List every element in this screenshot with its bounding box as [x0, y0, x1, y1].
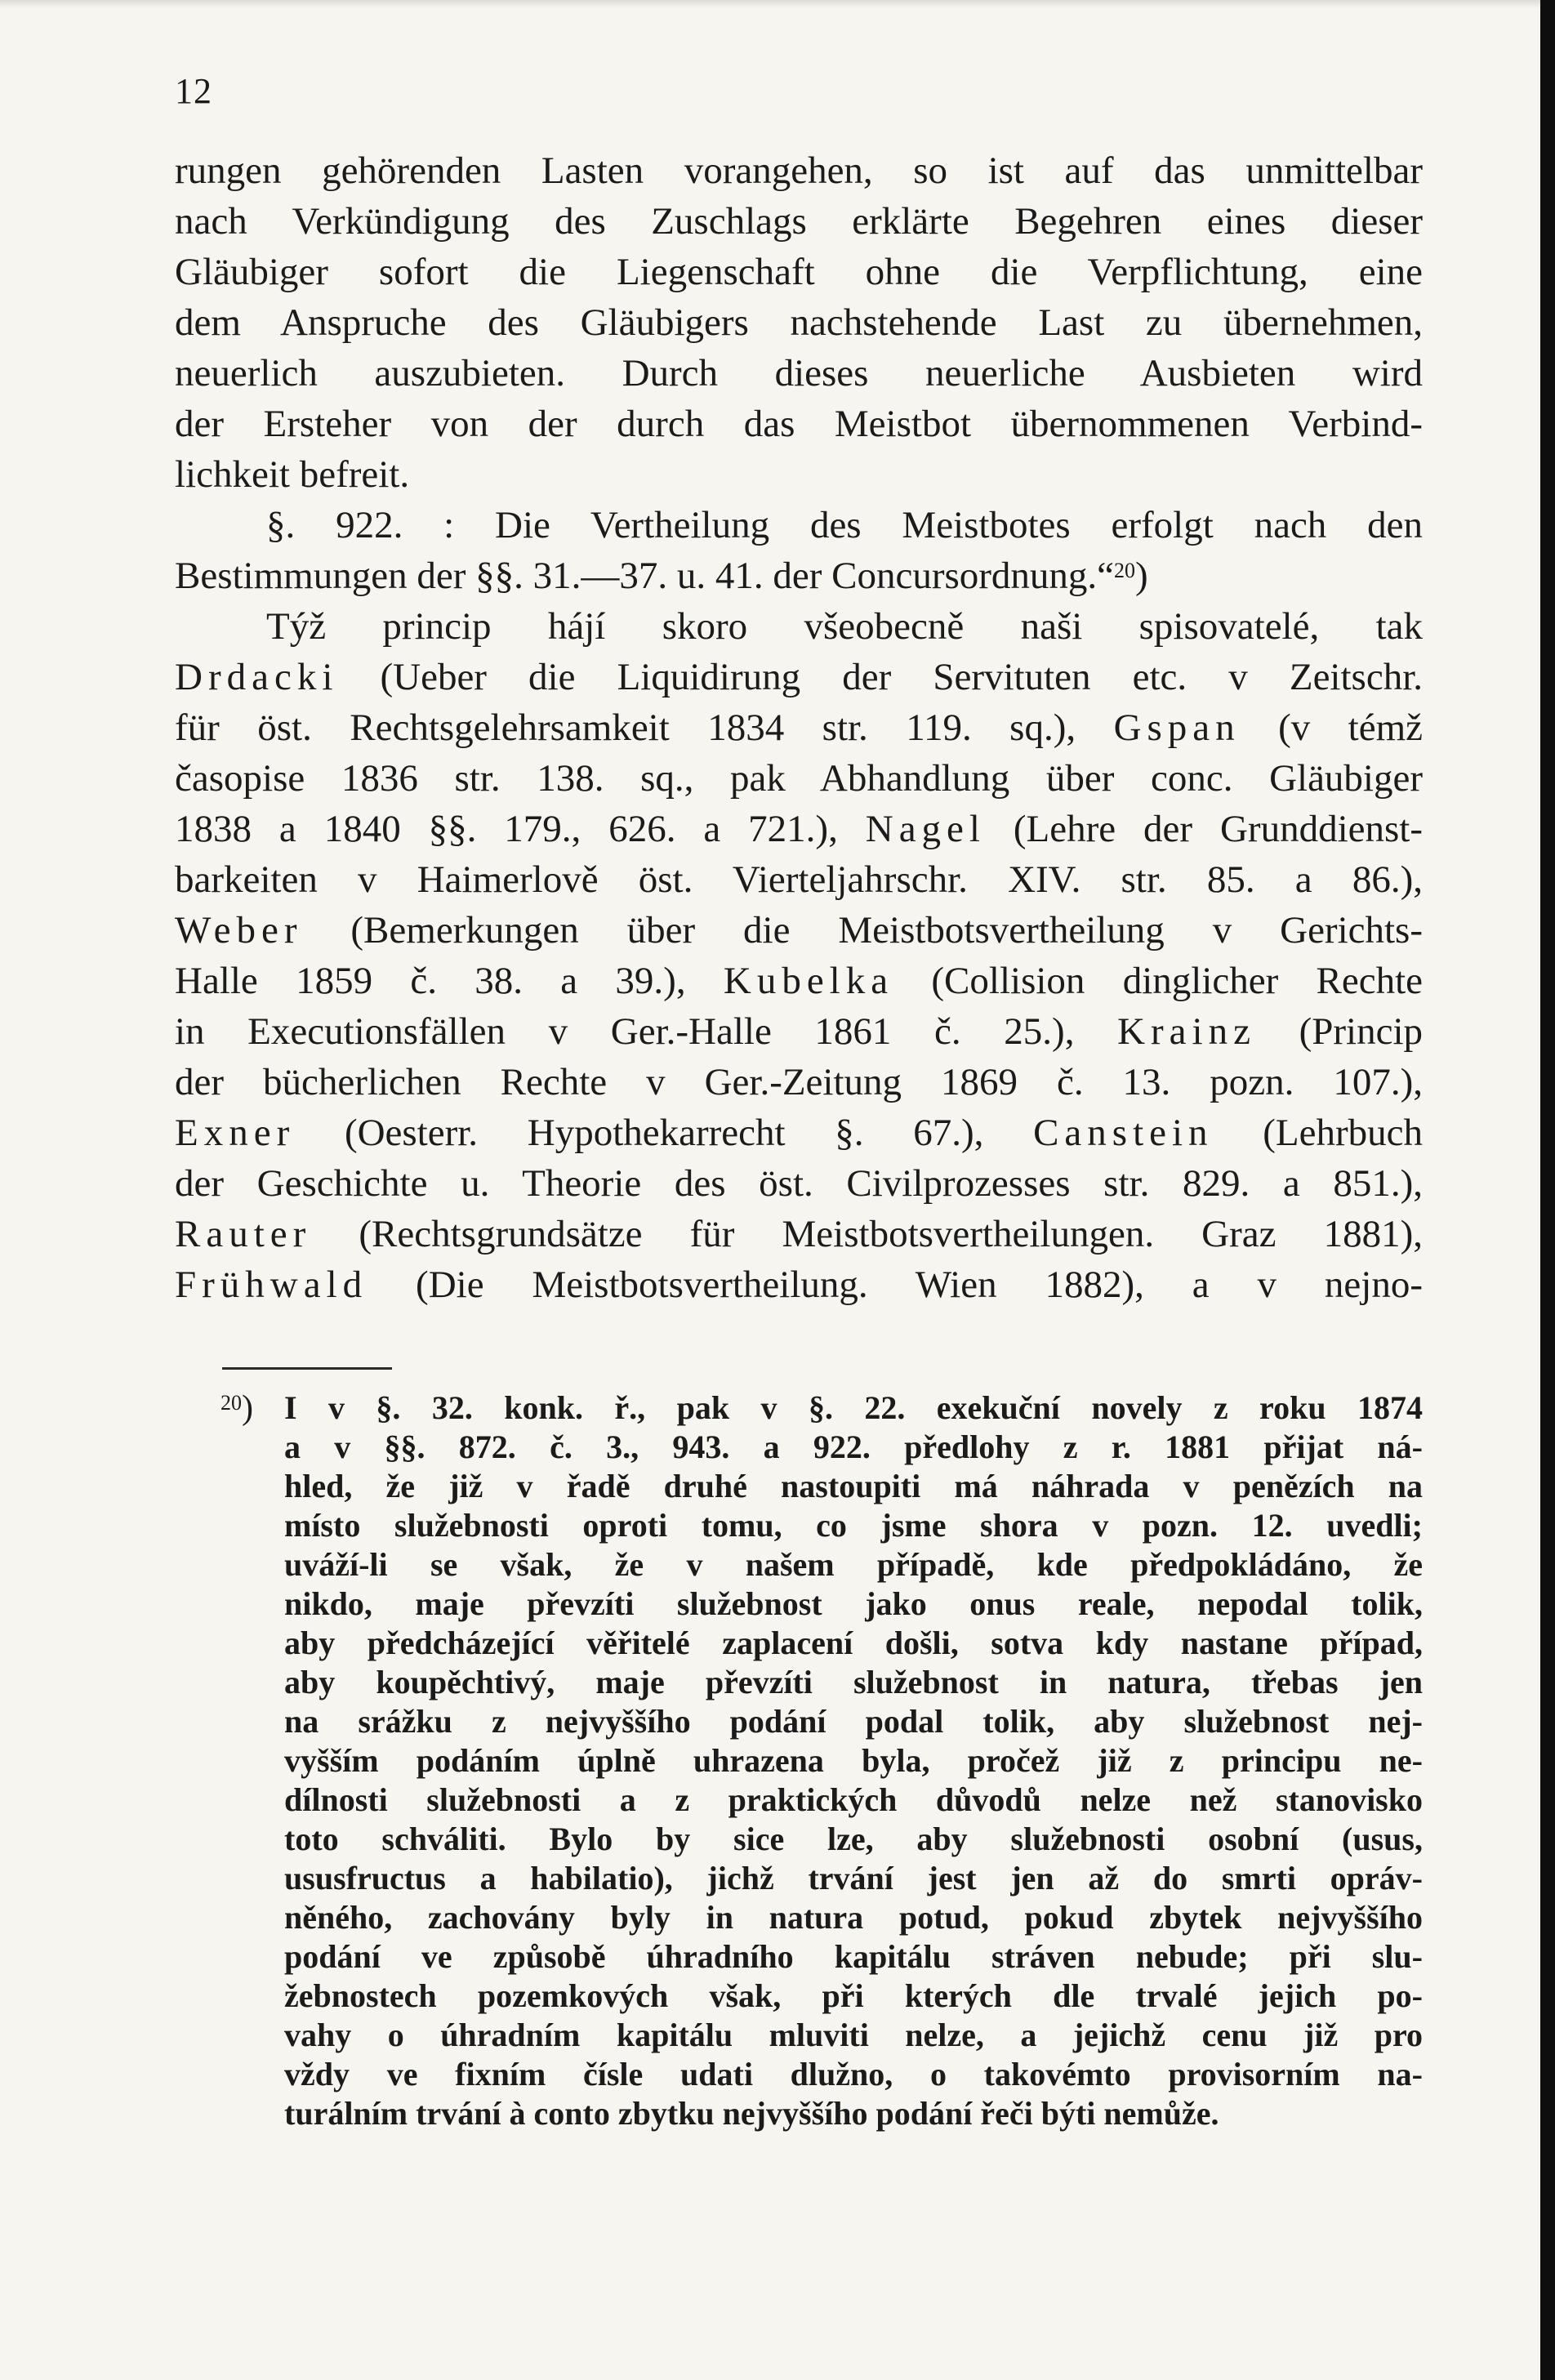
- text-segment: für öst. Rechtsgelehrsamkeit 1834 str. 119. sq.),: [175, 706, 1076, 749]
- text-line: [175, 1006, 1423, 1057]
- text-line: [175, 652, 1423, 702]
- text-line: [175, 1108, 1423, 1158]
- footnote-line: hled, že již v řadě druhé nastoupiti má náhrada v penězích na: [284, 1468, 1423, 1504]
- author-name: Canstein: [1033, 1112, 1214, 1154]
- text-line: der bücherlichen Rechte v Ger.-Zeitung 1869 č. 13. pozn. 107.),: [175, 1061, 1423, 1103]
- footnote-line: aby předcházející věřitelé zaplacení došli, sotva kdy nastane případ,: [284, 1625, 1423, 1661]
- footnote-line: dílnosti služebnosti a z praktických důvodů nelze než stanovisko: [284, 1781, 1423, 1818]
- footnote-number-close: ): [242, 1389, 253, 1427]
- text-line: [175, 550, 1423, 601]
- main-text: [175, 145, 1423, 1310]
- text-line: dem Anspruche des Gläubigers nachstehende Last zu übernehmen,: [175, 301, 1423, 344]
- footnote-number: 20: [221, 1391, 242, 1415]
- footnote-line: vahy o úhradním kapitálu mluviti nelze, a jejichž cenu již pro: [284, 2017, 1423, 2053]
- text-segment: (Lehre der Grunddienst-: [1013, 808, 1424, 850]
- text-line: Gläubiger sofort die Liegenschaft ohne die Verpflichtung, eine: [175, 251, 1423, 293]
- text-line: der Geschichte u. Theorie des öst. Civilprozesses str. 829. a 851.),: [175, 1162, 1423, 1205]
- footnote-line: žebnostech pozemkových však, při kterých dle trvalé jejich po-: [284, 1977, 1423, 2014]
- text-segment: (Princip: [1299, 1010, 1423, 1053]
- footnote-line: nikdo, maje převzíti služebnost jako onus reale, nepodal tolik,: [284, 1585, 1423, 1622]
- text-segment: Halle 1859 č. 38. a 39.),: [175, 960, 686, 1002]
- text-line: [175, 956, 1423, 1006]
- text-segment: (Lehrbuch: [1263, 1112, 1423, 1154]
- text-line: lichkeit befreit.: [175, 453, 410, 496]
- text-segment: (Bemerkungen über die Meistbotsvertheilung v Gerichts-: [350, 909, 1424, 952]
- footnote-marker: [221, 1388, 253, 1428]
- author-name: Weber: [175, 909, 303, 952]
- author-name: Gspan: [1113, 706, 1241, 749]
- author-name: Exner: [175, 1112, 296, 1154]
- author-name: Krainz: [1117, 1010, 1256, 1053]
- footnote-line: místo služebnosti oproti tomu, co jsme shora v pozn. 12. uvedli;: [284, 1507, 1423, 1544]
- text-segment: (Collision dinglicher Rechte: [931, 960, 1424, 1002]
- footnote-line: ususfructus a habilatio), jichž trvání jest jen až do smrti opráv-: [284, 1860, 1423, 1896]
- text-line: [175, 1259, 1423, 1310]
- text-line: neuerlich auszubieten. Durch dieses neuerliche Ausbieten wird: [175, 352, 1423, 394]
- text-line: rungen gehörenden Lasten vorangehen, so ist auf das unmittelbar: [175, 149, 1423, 192]
- footnote-line: něného, zachovány byly in natura potud, pokud zbytek nejvyššího: [284, 1899, 1423, 1936]
- footnote-line: podání ve způsobě úhradního kapitálu stráven nebude; při slu-: [284, 1938, 1423, 1975]
- footnote-line: vždy ve fixním čísle udati dlužno, o takovémto provisorním na-: [284, 2056, 1423, 2093]
- text-segment: (Ueber die Liquidirung der Servituten etc. v Zeitschr.: [380, 656, 1424, 698]
- footnote-line: na srážku z nejvyššího podání podal tolik, aby služebnost nej-: [284, 1703, 1423, 1740]
- footnote-line: a v §§. 872. č. 3., 943. a 922. předlohy z r. 1881 přijat ná-: [284, 1428, 1423, 1465]
- text-segment: Bestimmungen der §§. 31.—37. u. 41. der Concursordnung.“: [175, 555, 1115, 597]
- author-name: Drdacki: [175, 656, 339, 698]
- text-line: §. 922. : Die Vertheilung des Meistbotes erfolgt nach den: [266, 504, 1423, 546]
- author-name: Kubelka: [723, 960, 894, 1002]
- text-line: [175, 1209, 1423, 1259]
- text-segment: (Oesterr. Hypothekarrecht §. 67.),: [344, 1112, 984, 1154]
- text-segment: (Rechtsgrundsätze für Meistbotsvertheilungen. Graz 1881),: [359, 1213, 1423, 1255]
- text-segment: (v témž: [1278, 706, 1424, 749]
- text-line: nach Verkündigung des Zuschlags erklärte Begehren eines dieser: [175, 200, 1423, 243]
- footnote-line: uváží-li se však, že v našem případě, kde předpokládáno, že: [284, 1546, 1423, 1583]
- scan-border-right: [1540, 0, 1555, 2380]
- text-segment: 1838 a 1840 §§. 179., 626. a 721.),: [175, 808, 838, 850]
- footnote-line: toto schváliti. Bylo by sice lze, aby služebnosti osobní (usus,: [284, 1821, 1423, 1857]
- text-line: der Ersteher von der durch das Meistbot übernommenen Verbind-: [175, 403, 1423, 445]
- text-line: časopise 1836 str. 138. sq., pak Abhandlung über conc. Gläubiger: [175, 757, 1423, 800]
- text-segment: (Die Meistbotsvertheilung. Wien 1882), a v nejno-: [416, 1264, 1423, 1306]
- author-name: Nagel: [865, 808, 986, 850]
- author-name: Rauter: [175, 1213, 312, 1255]
- text-line: [175, 804, 1423, 854]
- footnote: [284, 1388, 1423, 2133]
- footnote-reference: 20: [1114, 559, 1136, 582]
- footnote-divider: [222, 1367, 392, 1370]
- text-line: Týž princip hájí skoro všeobecně naši spisovatelé, tak: [266, 605, 1423, 648]
- footnote-reference-close: ): [1135, 555, 1148, 597]
- footnote-line: turálním trvání à conto zbytku nejvyššího podání řeči býti nemůže.: [284, 2095, 1219, 2132]
- page-number: 12: [175, 71, 212, 111]
- author-name: Frühwald: [175, 1264, 368, 1306]
- footnote-line: I v §. 32. konk. ř., pak v §. 22. exekuční novely z roku 1874: [284, 1389, 1423, 1426]
- text-segment: in Executionsfällen v Ger.-Halle 1861 č. 25.),: [175, 1010, 1075, 1053]
- page-top-shadow: [0, 0, 1540, 8]
- footnote-line: vyšším podáním úplně uhrazena byla, pročež již z principu ne-: [284, 1742, 1423, 1779]
- text-line: [175, 905, 1423, 956]
- footnote-line: aby koupěchtivý, maje převzíti služebnost in natura, třebas jen: [284, 1664, 1423, 1700]
- text-line: barkeiten v Haimerlově öst. Vierteljahrschr. XIV. str. 85. a 86.),: [175, 858, 1423, 901]
- text-line: [175, 702, 1423, 753]
